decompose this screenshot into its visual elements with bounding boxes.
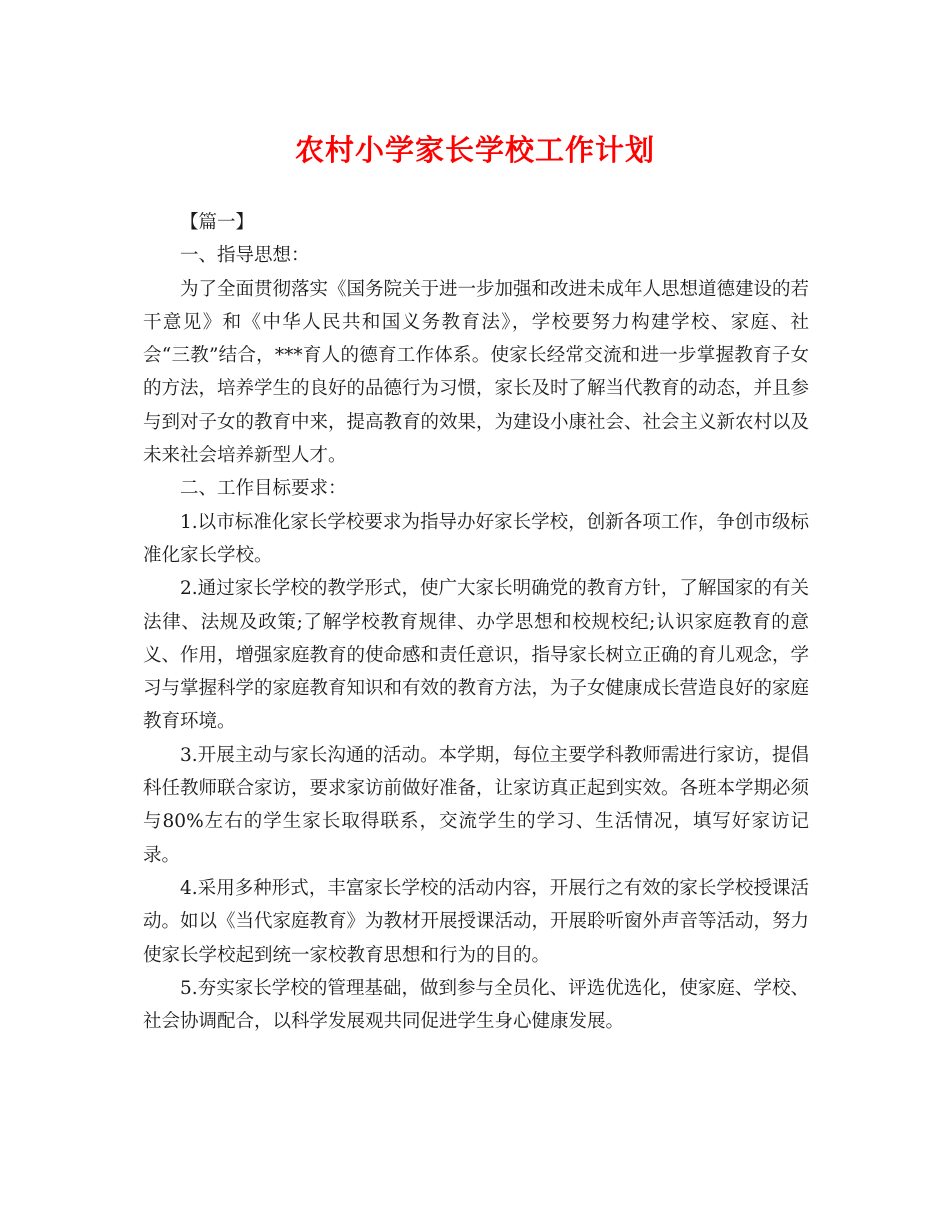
section-heading: 【篇一】 bbox=[180, 212, 255, 233]
document-body bbox=[143, 206, 809, 1038]
paragraph-goal-4: 4.采用多种形式，丰富家长学校的活动内容，开展行之有效的家长学校授课活动。如以《当代家庭教育》为教材开展授课活动，开展聆听窗外声音等活动，努力使家长学校起到统一家校教育思想和行为的目的。 bbox=[143, 877, 810, 966]
paragraph-guiding-ideology: 为了全面贯彻落实《国务院关于进一步加强和改进未成年人思想道德建设的若干意见》和《中华人民共和国义务教育法》，学校要努力构建学校、家庭、社会“三教”结合，***育人的德育工作体系。使家长经常交流和进一步掌握教育子女的方法，培养学生的良好的品德行为习惯，家长及时了解当代教育的动态，并且参与到对子女的教育中来，提高教育的效果，为建设小康社会、社会主义新农村以及未来社会培养新型人才。 bbox=[143, 278, 810, 467]
document-title: 农村小学家长学校工作计划 bbox=[294, 133, 655, 167]
paragraph-goal-1: 1.以市标准化家长学校要求为指导办好家长学校，创新各项工作，争创市级标准化家长学校。 bbox=[143, 511, 809, 566]
paragraph-goal-3: 3.开展主动与家长沟通的活动。本学期，每位主要学科教师需进行家访，提倡科任教师联合家访，要求家访前做好准备，让家访真正起到实效。各班本学期必须与80%左右的学生家长取得联系，交流学生的学习、生活情况，填写好家访记录。 bbox=[143, 744, 810, 866]
heading-guiding-ideology: 一、指导思想： bbox=[180, 245, 310, 267]
paragraph-goal-5: 5.夯实家长学校的管理基础，做到参与全员化、评选优选化，使家庭、学校、社会协调配合，以科学发展观共同促进学生身心健康发展。 bbox=[143, 977, 809, 1033]
paragraph-goal-2: 2.通过家长学校的教学形式，使广大家长明确党的教育方针，了解国家的有关法律、法规及政策;了解学校教育规律、办学思想和校规校纪;认识家庭教育的意义、作用，增强家庭教育的使命感和责任意识，指导家长树立正确的育儿观念，学习与掌握科学的家庭教育知识和有效的教育方法，为子女健康成长营造良好的家庭教育环境。 bbox=[143, 578, 810, 733]
heading-work-goals: 二、工作目标要求： bbox=[180, 478, 347, 500]
